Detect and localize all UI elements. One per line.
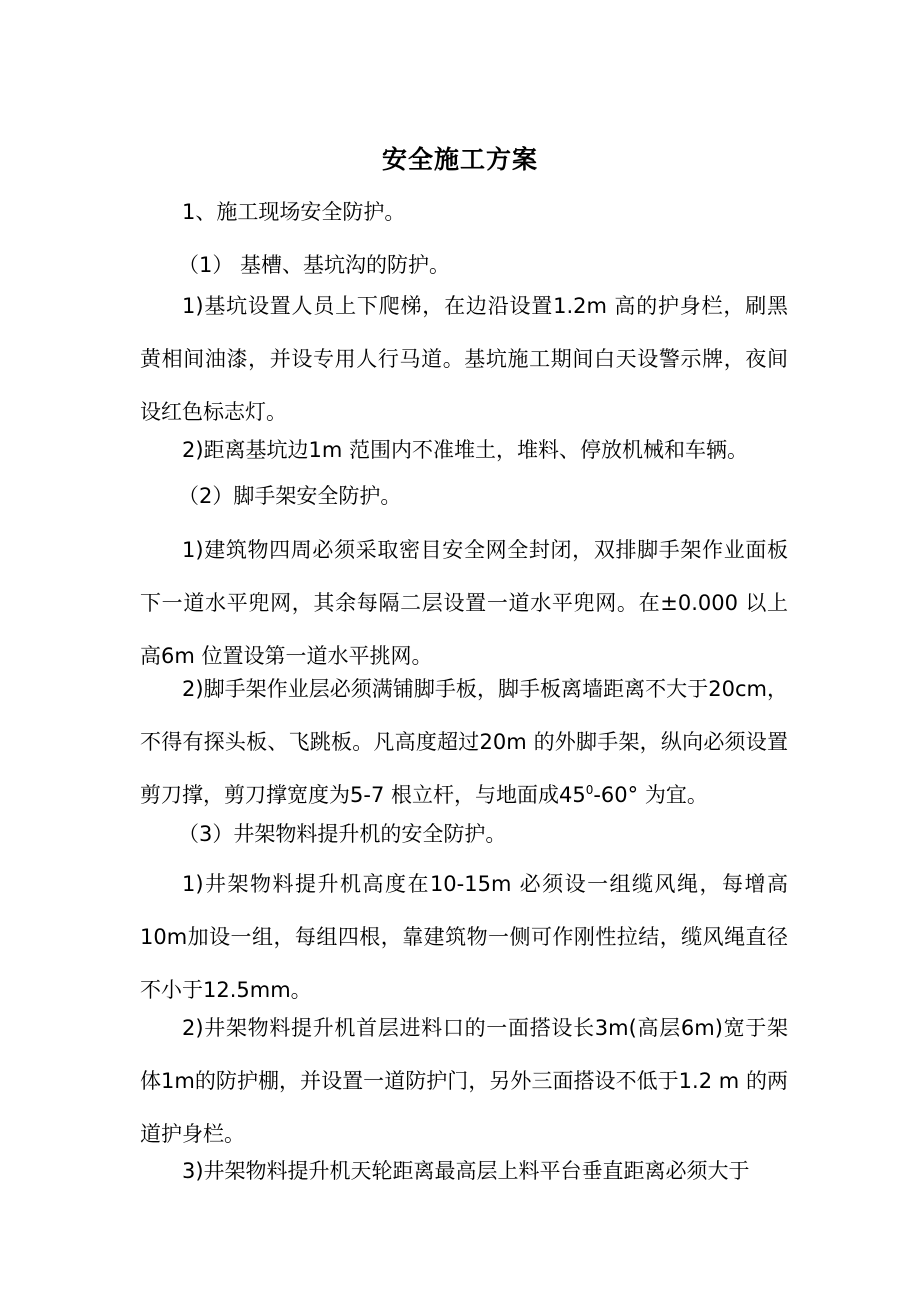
document-title: 安全施工方案 [381, 145, 538, 174]
section-2-item-1: 1)建筑物四周必须采取密目安全网全封闭，双排脚手架作业面板下一道水平兜网，其余每隔二层设置一道水平兜网。在±0.000 以上高6m 位置设第一道水平挑网。 [140, 538, 788, 668]
section-2-item-2 [140, 663, 788, 822]
superscript-zero: 0 [585, 783, 594, 797]
section-3-item-1: 1)井架物料提升机高度在10-15m 必须设一组缆风绳，每增高10m加设一组，每组四根，靠建筑物一侧可作刚性拉结，缆风绳直径不小于12.5mm。 [140, 872, 788, 1002]
section-1-item-1: 1)基坑设置人员上下爬梯，在边沿设置1.2m 高的护身栏，刷黑黄相间油漆，并设专用人行马道。基坑施工期间白天设警示牌，夜间设红色标志灯。 [140, 294, 788, 424]
section-2-item-2-text-b: -60° 为宜。 [593, 783, 708, 807]
section-3-heading: （3）井架物料提升机的安全防护。 [178, 822, 507, 846]
section-2-heading: （2）脚手架安全防护。 [178, 484, 402, 508]
section-3-item-2: 2)井架物料提升机首层进料口的一面搭设长3m(高层6m)宽于架体1m的防护棚，并设置一道防护门，另外三面搭设不低于1.2 m 的两道护身栏。 [140, 1016, 788, 1146]
section-3-item-3: 3)井架物料提升机天轮距离最高层上料平台垂直距离必须大于 [182, 1159, 750, 1183]
section-2-item-2-text-a: 2)脚手架作业层必须满铺脚手板，脚手板离墙距离不大于20cm，不得有探头板、飞跳板。凡高度超过20m 的外脚手架，纵向必须设置剪刀撑，剪刀撑宽度为5-7 根立杆，与地面成45 [140, 677, 788, 807]
section-1-item-2: 2)距离基坑边1m 范围内不准堆土，堆料、停放机械和车辆。 [182, 438, 749, 462]
section-1-heading: （1） 基槽、基坑沟的防护。 [178, 253, 451, 277]
heading-1: 1、施工现场安全防护。 [182, 200, 406, 224]
